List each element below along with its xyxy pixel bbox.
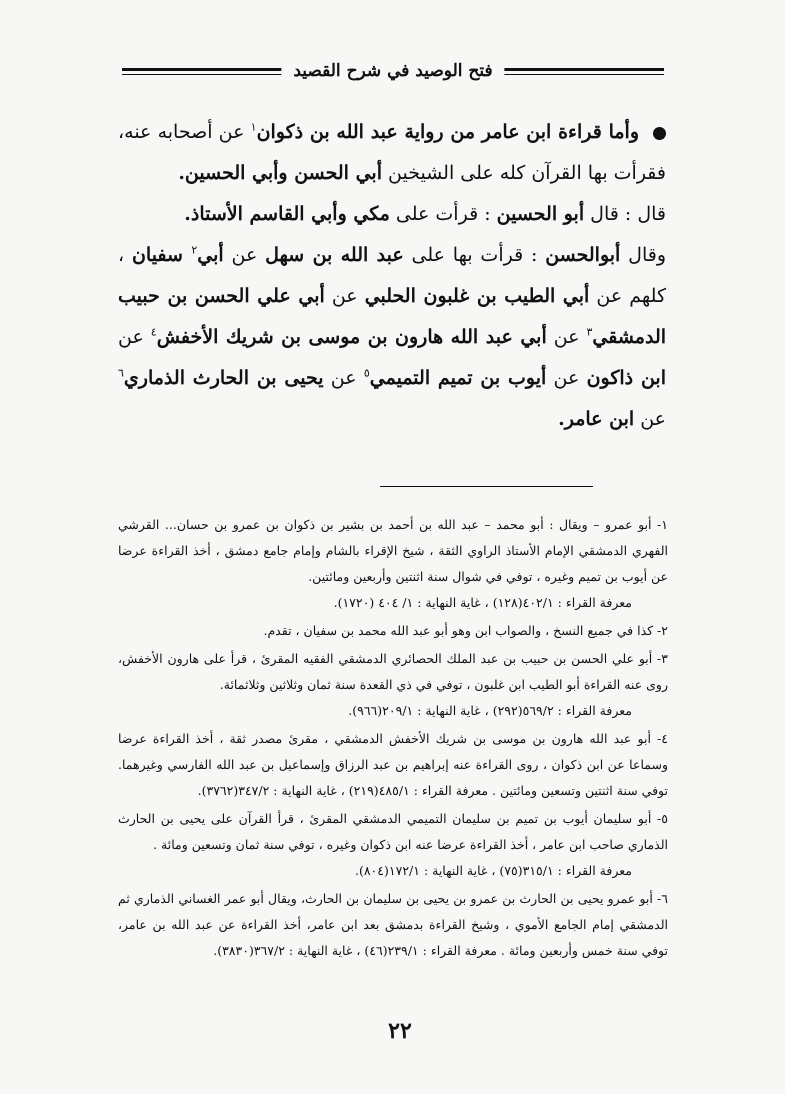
p1-lead: وأما قراءة ابن عامر من رواية عبد الله بن ذكوان <box>256 121 639 143</box>
page-number: ٢٢ <box>388 1018 412 1044</box>
bullet-icon <box>653 127 666 140</box>
p3-c: : قرأت بها على <box>403 244 546 266</box>
p3-l: عن <box>546 326 587 348</box>
footnote-ref-1: ١ <box>250 120 257 134</box>
footnote-3 <box>118 646 668 724</box>
p3-k: أبي علي الحسن بن حبيب الدمشقي <box>118 285 667 348</box>
footnote-1-text: ١- أبو عمرو – ويقال : أبو محمد – عبد الله بن أحمد بن بشير بن ذكوان بن عمرو بن حسان... القرشي الفهري الدمشقي الإمام الأستاذ الراوي الثقة ، شيخ الإقراء بالشام وإمام جامع دمشق ، أخذ القراءة عرضا عن أيوب بن تميم وغيره ، توفي في شوال سنة اثنتين وأربعين ومائتين. <box>118 517 668 584</box>
footnote-1 <box>118 512 668 616</box>
p3-r: عن <box>323 367 364 389</box>
p3-s: يحيى بن الحارث الذماري <box>123 367 324 389</box>
footnote-ref-6: ٦ <box>118 366 124 380</box>
footnote-6 <box>118 886 668 964</box>
p3-j: عن <box>324 285 365 307</box>
p3-h: ، كلهم عن <box>118 244 666 307</box>
footnote-2 <box>118 618 668 644</box>
footnotes <box>118 512 668 966</box>
header-title: فتح الوصيد في شرح القصيد <box>281 58 504 84</box>
footnote-ref-2: ٢ <box>191 243 198 257</box>
p3-q: أيوب بن تميم التميمي <box>369 367 547 389</box>
p3-e: عن <box>223 244 266 266</box>
p3-i: أبي الطيب بن غلبون الحلبي <box>364 285 590 307</box>
footnote-6-text: ٦- أبو عمرو يحيى بن الحارث بن عمرو بن يحيى بن سليمان بن الحارث، ويقال أبو عمر الغساني الذماري ثم الدمشقي إمام الجامع الأموي ، وشيخ القراءة بدمشق بعد ابن عامر، أخذ القراءة عن عبد الله بن عامر، توفي سنة خمس وأربعين ومائة . معرفة القراء : ٢٣٩/١(٤٦) ، غاية النهاية : ٣٦٧/٢(٣٨٣٠). <box>118 891 668 958</box>
running-header <box>122 58 664 88</box>
footnote-separator <box>380 486 593 487</box>
p3-d: عبد الله بن سهل <box>265 244 404 266</box>
footnote-3-ref: معرفة القراء : ٥٦٩/٢(٢٩٢) ، غاية النهاية : ٢٠٩/١(٩٦٦). <box>348 703 632 718</box>
footnote-4-text: ٤- أبو عبد الله هارون بن موسى بن شريك الأخفش الدمشقي ، مقرئ مصدر ثقة ، أخذ القراءة عرضا وسماعا عن ابن ذكوان ، روى القراءة عنه إبراهيم بن عبد الرزاق وإسماعيل بن عبد الله الفارسي وغيرهما. توفي سنة اثنتين وتسعين ومائتين . معرفة القراء : ٤٨٥/١(٢١٩) ، غاية النهاية : ٣٤٧/٢(٣٧٦٢). <box>118 731 668 798</box>
p3-m: أبي عبد الله هارون بن موسى بن شريك الأخفش <box>156 326 547 348</box>
p2-a: قال : قال <box>584 203 666 225</box>
footnote-3-text: ٣- أبو علي الحسن بن حبيب بن عبد الملك الحصائري الدمشقي الفقيه المقرئ ، قرأ على هارون الأخفش، روى عنه القراءة أبو الطيب ابن غلبون ، توفي في ذي القعدة سنة ثمان وثلاثين وثلاثمائة. <box>118 651 668 692</box>
paragraph-1 <box>118 112 666 194</box>
p2-d: مكي وأبي القاسم الأستاذ. <box>184 203 390 225</box>
p3-t: عن <box>634 408 666 430</box>
footnote-2-text: ٢- كذا في جميع النسخ ، والصواب ابن وهو أبو عبد الله محمد بن سفيان ، تقدم. <box>263 623 668 638</box>
paragraph-3 <box>118 235 666 440</box>
p1-names: أبي الحسن وأبي الحسين. <box>178 162 382 184</box>
p3-p: عن <box>546 367 587 389</box>
p3-o: ابن ذاكون <box>586 367 666 389</box>
paragraph-2 <box>118 194 666 235</box>
footnote-5 <box>118 806 668 884</box>
footnote-ref-5: ٥ <box>363 366 370 380</box>
footnote-5-text: ٥- أبو سليمان أيوب بن تميم بن سليمان التميمي الدمشقي المقرئ ، قرأ القرآن على يحيى بن الحارث الذماري صاحب ابن عامر ، أخذ القراءة عرضا عنه ابن ذكوان وغيره ، توفي سنة ثمان وتسعين ومائة . <box>118 811 668 852</box>
p3-g: سفيان <box>131 244 192 266</box>
main-text <box>118 112 666 440</box>
p2-c: : قرأت على <box>389 203 497 225</box>
p3-b: أبوالحسن <box>545 244 621 266</box>
p3-a: وقال <box>620 244 667 266</box>
footnote-5-ref: معرفة القراء : ٣١٥/١(٧٥) ، غاية النهاية : ١٧٢/١(٨٠٤). <box>354 863 632 878</box>
p3-u: ابن عامر. <box>558 408 635 430</box>
p2-b: أبو الحسين <box>496 203 585 225</box>
footnote-1-ref: معرفة القراء : ٤٠٢/١(١٢٨) ، غاية النهاية : ١/ ٤٠٤ (١٧٢٠). <box>333 595 632 610</box>
footnote-4 <box>118 726 668 804</box>
p3-f: أبي <box>197 244 224 266</box>
footnote-ref-3: ٣ <box>586 325 593 339</box>
p3-n: عن <box>118 326 151 348</box>
footnote-ref-4: ٤ <box>150 325 157 339</box>
p1-body: عن أصحابه عنه، فقرأت بها القرآن كله على الشيخين <box>118 121 666 184</box>
